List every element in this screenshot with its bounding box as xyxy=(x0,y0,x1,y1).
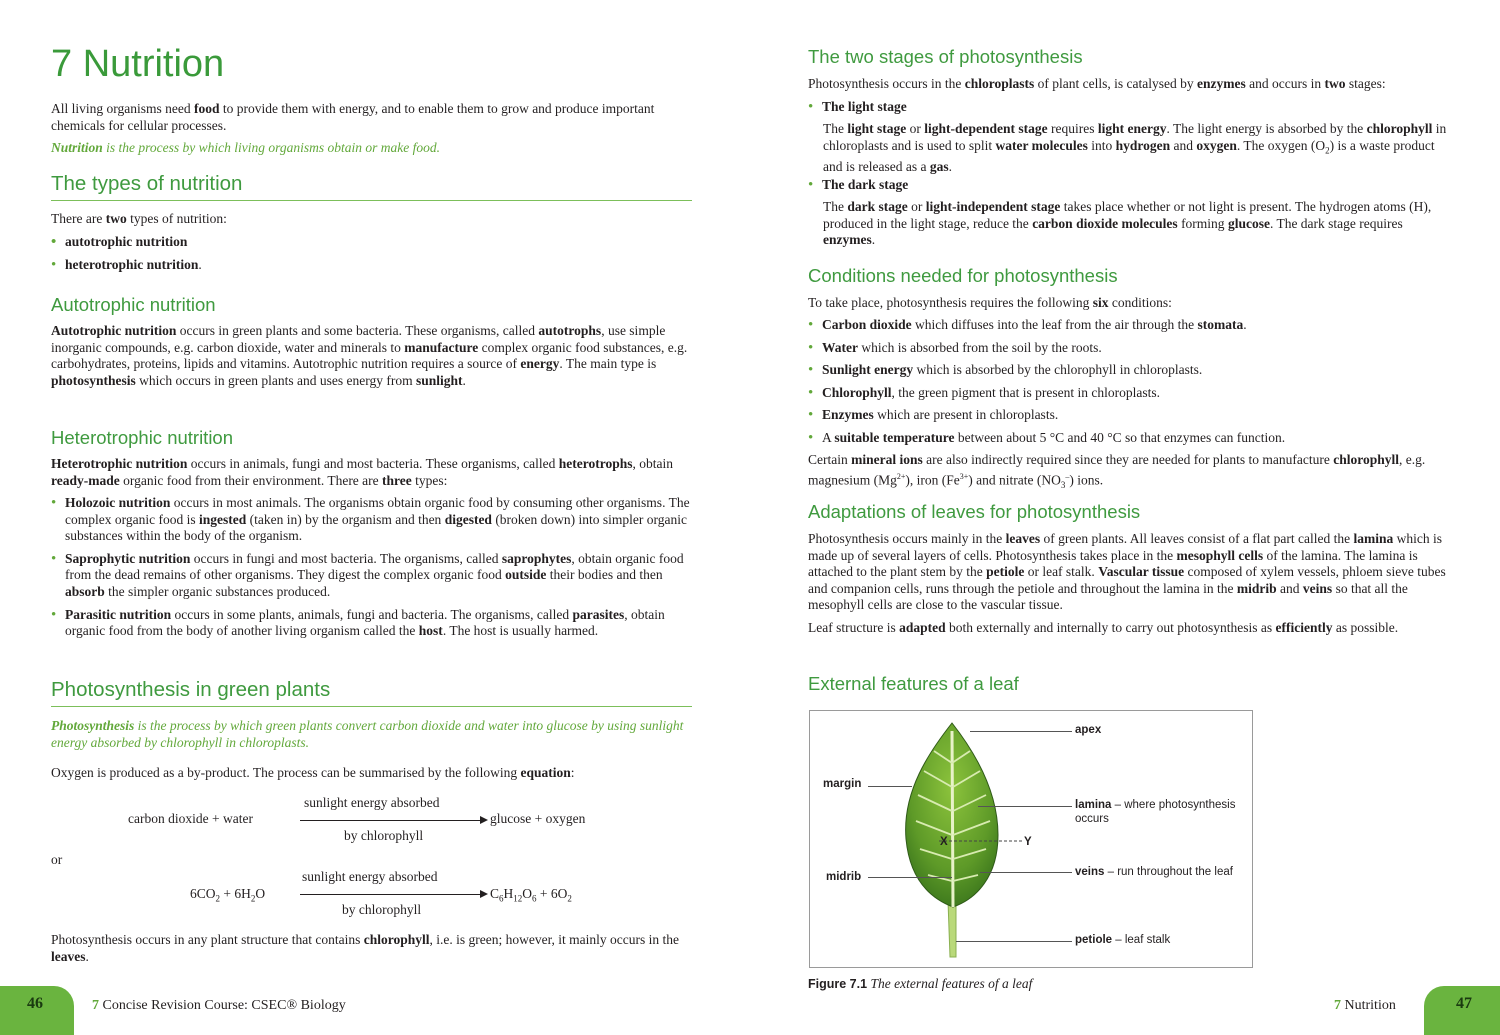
photosynthesis-heading: Photosynthesis in green plants xyxy=(51,678,331,701)
arrow-head-icon xyxy=(480,816,488,824)
list-item: • Carbon dioxide which diffuses into the leaf from the air through the stomata. xyxy=(808,317,1448,334)
page-number: 46 xyxy=(27,995,43,1012)
list-item: • heterotrophic nutrition. xyxy=(51,257,692,274)
heterotrophic-heading: Heterotrophic nutrition xyxy=(51,427,234,448)
chapter-title: 7 Nutrition xyxy=(51,43,225,85)
external-features-heading: External features of a leaf xyxy=(808,673,1019,694)
types-intro: There are two types of nutrition: xyxy=(51,211,227,226)
types-heading: The types of nutrition xyxy=(51,172,243,195)
list-item: • Saprophytic nutrition occurs in fungi and most bacteria. The organisms, called saprophytes, obtain organic food from the dead remains of other organisms. They digest the complex organic food outside their bodies and then absorb the simpler organic substances produced. xyxy=(51,551,692,601)
list-item: • Holozoic nutrition occurs in most animals. The organisms obtain organic food by consuming other organisms. The complex organic food is ingested (taken in) by the organism and then digested (broken down) into simpler organic substances within the body of the organism. xyxy=(51,495,692,545)
chlorophyll-paragraph: Photosynthesis occurs in any plant structure that contains chlorophyll, i.e. is green; however, it mainly occurs in the leaves. xyxy=(51,932,679,964)
autotrophic-heading: Autotrophic nutrition xyxy=(51,294,216,315)
petiole-leader-line xyxy=(956,941,1072,942)
veins-leader-line xyxy=(980,872,1072,873)
nutrition-definition: Nutrition is the process by which living organisms obtain or make food. xyxy=(51,140,441,155)
stage-list xyxy=(808,99,1448,116)
heterotrophic-types-list xyxy=(51,495,692,640)
stages-intro: Photosynthesis occurs in the chloroplasts of plant cells, is catalysed by enzymes and occurs in two stages: xyxy=(808,76,1386,91)
equation-above-label: sunlight energy absorbed xyxy=(302,869,438,884)
list-item: • A suitable temperature between about 5 °C and 40 °C so that enzymes can function. xyxy=(808,430,1448,447)
list-item: • Enzymes which are present in chloroplasts. xyxy=(808,407,1448,424)
list-item: • autotrophic nutrition xyxy=(51,234,692,251)
adaptations-heading: Adaptations of leaves for photosynthesis xyxy=(808,501,1141,522)
stage-list xyxy=(808,177,1448,194)
petiole-label: petiole – leaf stalk xyxy=(1075,934,1171,946)
list-item: • Sunlight energy which is absorbed by the chlorophyll in chloroplasts. xyxy=(808,362,1448,379)
arrow-head-icon xyxy=(480,890,488,898)
stages-heading: The two stages of photosynthesis xyxy=(808,46,1083,67)
heading-rule xyxy=(51,706,692,707)
footer-running-title: 7 Nutrition xyxy=(1334,998,1396,1013)
list-item: • Water which is absorbed from the soil by the roots. xyxy=(808,340,1448,357)
midrib-label: midrib xyxy=(826,871,862,883)
mineral-ions-paragraph: Certain mineral ions are also indirectly required since they are needed for plants to manufacture chlorophyll, e.g. magnesium $(Mg^{2+})$, iron $(Fe^{3+})$ and nitrate $(NO_3^-)$ ions. xyxy=(808,452,1426,490)
lamina-leader-line xyxy=(978,806,1072,807)
conditions-intro: To take place, photosynthesis requires the following six conditions: xyxy=(808,295,1172,310)
equation-arrow xyxy=(300,820,482,821)
chemical-equation-products: $C_6H_{12}O_6 + 6O_2$ xyxy=(490,886,572,904)
photosynthesis-definition: Photosynthesis is the process by which green plants convert carbon dioxide and water into glucose by using sunlight energy absorbed by chlorophyll in chloroplasts. xyxy=(51,718,684,750)
leaf-figure xyxy=(809,710,1253,968)
margin-leader-line xyxy=(868,786,912,787)
autotrophic-paragraph: Autotrophic nutrition occurs in green plants and some bacteria. These organisms, called autotrophs, use simple inorganic compounds, e.g. carbon dioxide, water and minerals to manufacture complex organic food substances, e.g. carbohydrates, proteins, lipids and vitamins. Autotrophic nutrition requires a source of energy. The main type is photosynthesis which occurs in green plants and uses energy from sunlight. xyxy=(51,323,688,388)
x-marker-label: X xyxy=(940,836,948,848)
figure-caption: Figure 7.1 The external features of a leaf xyxy=(808,976,1033,991)
apex-leader-line xyxy=(970,731,1072,732)
lamina-label: lamina – where photosynthesis occurs xyxy=(1075,799,1236,825)
heterotrophic-paragraph: Heterotrophic nutrition occurs in animals, fungi and most bacteria. These organisms, called heterotrophs, obtain ready-made organic food from their environment. There are three types: xyxy=(51,456,674,488)
leaf-structure-paragraph: Leaf structure is adapted both externally and internally to carry out photosynthesis as efficiently as possible. xyxy=(808,620,1399,635)
midrib-leader-line xyxy=(868,877,952,878)
veins-label: veins – run throughout the leaf xyxy=(1075,866,1233,878)
intro-paragraph: All living organisms need food to provide them with energy, and to enable them to grow and produce important chemicals for cellular processes. xyxy=(51,101,655,133)
types-list xyxy=(51,234,692,273)
equation-intro: Oxygen is produced as a by-product. The process can be summarised by the following equation: xyxy=(51,765,575,780)
list-item: • The dark stage xyxy=(808,177,1448,194)
dark-stage-text: The dark stage or light-independent stage takes place whether or not light is present. The hydrogen atoms (H), produced in the light stage, reduce the carbon dioxide molecules forming glucose. The dark stage requires enzymes. xyxy=(823,199,1432,248)
conditions-heading: Conditions needed for photosynthesis xyxy=(808,265,1118,286)
list-item: • The light stage xyxy=(808,99,1448,116)
chemical-equation-reactants: $6CO_2 + 6H_2O$ xyxy=(190,886,266,904)
light-stage-text: The light stage or light-dependent stage requires light energy. The light energy is absorbed by the chlorophyll in chloroplasts and is used to split water molecules into hydrogen and oxygen. The oxygen $(O_2)$ is a waste product and is released as a gas. xyxy=(823,121,1447,174)
equation-reactants: carbon dioxide + water xyxy=(128,811,253,826)
adaptations-paragraph: Photosynthesis occurs mainly in the leaves of green plants. All leaves consist of a flat part called the lamina which is made up of several layers of cells. Photosynthesis takes place in the mesophyll cells of the lamina. The lamina is attached to the plant stem by the petiole or leaf stalk. Vascular tissue composed of xylem vessels, phloem sieve tubes and companion cells, runs through the petiole and throughout the lamina in the midrib and veins so that all the mesophyll cells are close to the vascular tissue. xyxy=(808,531,1446,613)
equation-arrow xyxy=(300,894,482,895)
conditions-list xyxy=(808,317,1448,447)
footer-running-title: 7 Concise Revision Course: CSEC® Biology xyxy=(92,998,346,1013)
heading-rule xyxy=(51,200,692,201)
list-item: • Parasitic nutrition occurs in some plants, animals, fungi and bacteria. The organisms, called parasites, obtain organic food from the body of another living organism called the host. The host is usually harmed. xyxy=(51,607,692,640)
equation-or: or xyxy=(51,852,63,867)
margin-label: margin xyxy=(823,778,862,790)
apex-label: apex xyxy=(1075,724,1102,736)
equation-products: glucose + oxygen xyxy=(490,811,586,826)
equation-above-label: sunlight energy absorbed xyxy=(304,795,440,810)
equation-below-label: by chlorophyll xyxy=(344,828,424,843)
list-item: • Chlorophyll, the green pigment that is present in chloroplasts. xyxy=(808,385,1448,402)
page-number: 47 xyxy=(1456,995,1472,1012)
equation-below-label: by chlorophyll xyxy=(342,902,422,917)
y-marker-label: Y xyxy=(1024,836,1032,848)
